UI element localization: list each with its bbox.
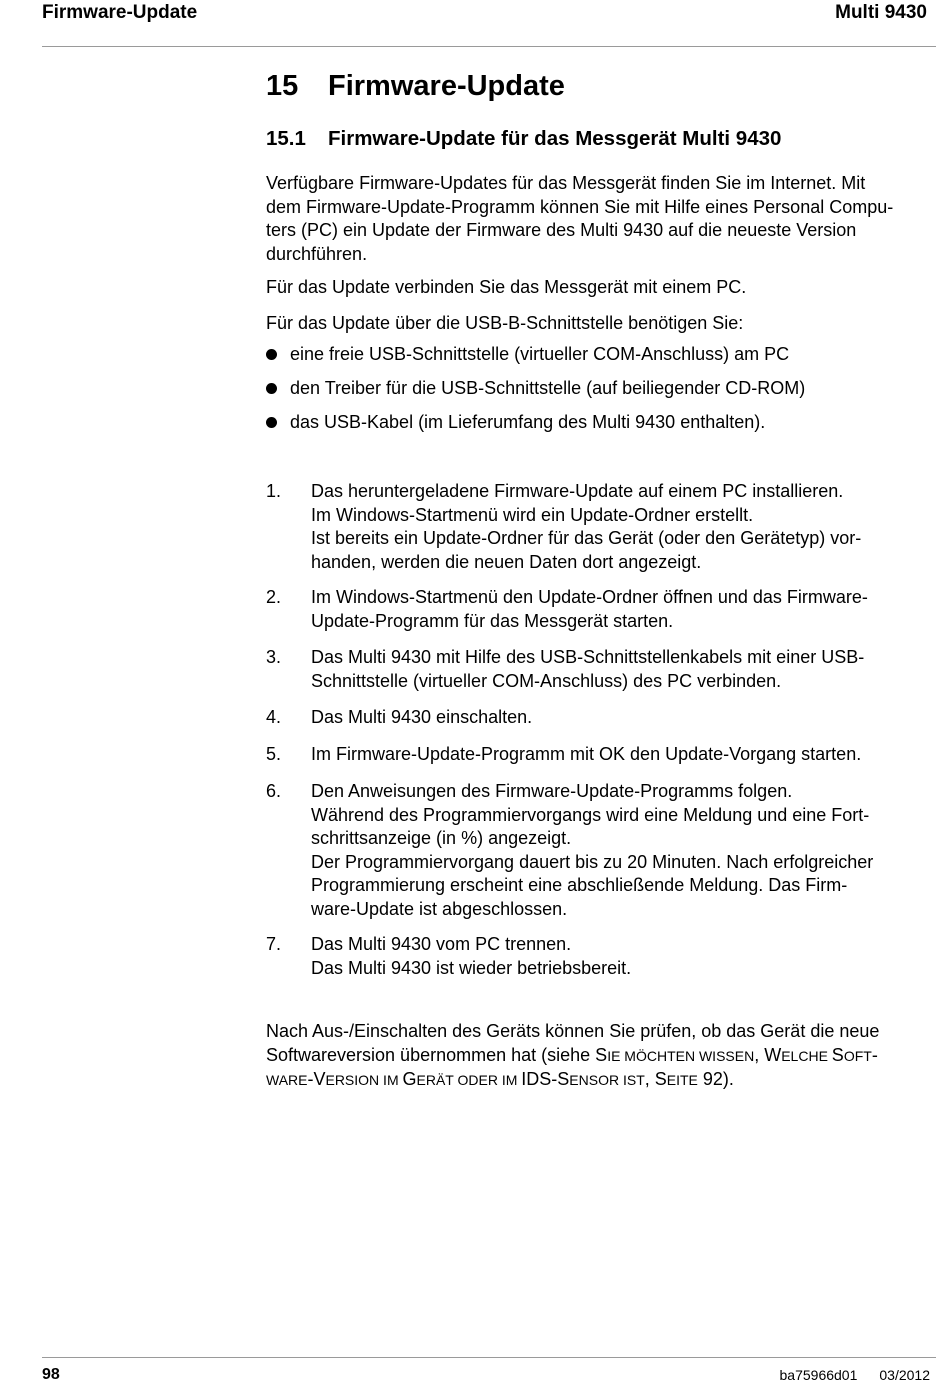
step-line: Den Anweisungen des Firmware-Update-Programms folgen. [311, 781, 793, 801]
intro-line: durchführen. [266, 243, 368, 264]
chapter-heading [266, 70, 565, 103]
xref-part: , [754, 1044, 765, 1065]
step-line: Im Windows-Startmenü wird ein Update-Ordner erstellt. [311, 504, 754, 525]
step-number: 7. [266, 934, 282, 954]
xref-part: ERÄT ODER IM [416, 1072, 522, 1088]
step-line: Schnittstelle (virtueller COM-Anschluss) des PC verbinden. [311, 670, 782, 691]
section-heading [266, 127, 781, 151]
step-number: 6. [266, 781, 282, 801]
cross-reference-link-cont[interactable] [266, 1069, 698, 1089]
xref-part: OFT [843, 1047, 872, 1064]
cross-reference-link[interactable] [595, 1045, 878, 1065]
requirements-paragraph: Für das Update über die USB-B-Schnittstelle benötigen Sie: [266, 313, 744, 333]
chapter-number: 15 [266, 70, 299, 102]
xref-part: -V [307, 1069, 326, 1089]
closing-line [266, 1044, 934, 1069]
step-number: 2. [266, 587, 282, 607]
step-text [311, 706, 532, 730]
step-text [311, 586, 868, 633]
section-number: 15.1 [266, 127, 306, 150]
intro-line: dem Firmware-Update-Programm können Sie mit Hilfe eines Personal Compu- [266, 196, 894, 217]
step-number: 4. [266, 707, 282, 727]
chapter-title: Firmware-Update [328, 70, 565, 102]
step-line: Das Multi 9430 mit Hilfe des USB-Schnittstellenkabels mit einer USB- [311, 647, 865, 667]
connect-paragraph: Für das Update verbinden Sie das Messgerät mit einem PC. [266, 277, 747, 297]
step-line: handen, werden die neuen Daten dort angezeigt. [311, 551, 702, 572]
step-line: Im Windows-Startmenü den Update-Ordner öffnen und das Firmware- [311, 587, 868, 607]
page-number: 98 [42, 1366, 60, 1383]
bullet-dot-icon [266, 417, 277, 428]
bullet-text: das USB-Kabel (im Lieferumfang des Multi 9430 enthalten). [290, 412, 766, 432]
step-line: Ist bereits ein Update-Ordner für das Gerät (oder den Gerätetyp) vor- [311, 528, 862, 548]
document-id: ba75966d01 [779, 1367, 858, 1383]
step-text [311, 780, 873, 921]
xref-part: , S [644, 1069, 667, 1089]
header-product-name: Multi 9430 [835, 2, 927, 23]
closing-line: Nach Aus-/Einschalten des Geräts können Sie prüfen, ob das Gerät die neue [266, 1021, 880, 1041]
xref-part: ENSOR IST [569, 1072, 645, 1088]
xref-part: WARE [266, 1072, 308, 1088]
step-number: 1. [266, 481, 282, 501]
xref-part: G [402, 1069, 417, 1089]
section-title: Firmware-Update für das Messgerät Multi 9430 [328, 127, 782, 150]
xref-page: 92). [697, 1069, 734, 1089]
xref-part: S [831, 1044, 844, 1065]
intro-paragraph [266, 172, 934, 266]
step-line: Während des Programmiervorgangs wird eine Meldung und eine Fort- [311, 804, 870, 825]
closing-text: Softwareversion übernommen hat (siehe [266, 1044, 596, 1065]
step-text [311, 933, 631, 980]
xref-part: IDS-S [521, 1069, 570, 1089]
bullet-text: eine freie USB-Schnittstelle (virtueller COM-Anschluss) am PC [290, 344, 790, 364]
header-chapter-title: Firmware-Update [42, 2, 198, 23]
step-line: Im Firmware-Update-Programm mit OK den Update-Vorgang starten. [311, 744, 862, 764]
xref-part: ELCHE [781, 1047, 832, 1064]
step-line: Das Multi 9430 einschalten. [311, 707, 533, 727]
intro-line: ters (PC) ein Update der Firmware des Multi 9430 auf die neueste Version [266, 220, 857, 240]
xref-part: ERSION IM [325, 1072, 403, 1088]
step-text [311, 743, 861, 767]
step-number: 5. [266, 744, 282, 764]
xref-part: EITE [666, 1072, 698, 1088]
bullet-dot-icon [266, 383, 277, 394]
closing-paragraph [266, 1020, 934, 1093]
header-divider [42, 46, 936, 47]
step-line: Das heruntergeladene Firmware-Update auf einem PC installieren. [311, 481, 844, 501]
step-line: schrittsanzeige (in %) angezeigt. [311, 828, 572, 848]
bullet-dot-icon [266, 349, 277, 360]
step-line: Das Multi 9430 ist wieder betriebsbereit. [311, 957, 632, 978]
step-line: ware-Update ist abgeschlossen. [311, 898, 568, 919]
xref-part: - [871, 1044, 878, 1065]
footer-doc-info [780, 1367, 930, 1383]
step-number: 3. [266, 647, 282, 667]
step-line: Der Programmiervorgang dauert bis zu 20 Minuten. Nach erfolgreicher [311, 851, 874, 872]
step-line: Programmierung erscheint eine abschließende Meldung. Das Firm- [311, 875, 848, 895]
intro-line: Verfügbare Firmware-Updates für das Messgerät finden Sie im Internet. Mit [266, 173, 866, 193]
xref-part: IE MÖCHTEN WISSEN [607, 1047, 755, 1064]
footer-divider [42, 1357, 936, 1358]
step-line: Update-Programm für das Messgerät starten. [311, 610, 674, 631]
xref-part: S [595, 1044, 608, 1065]
bullet-text: den Treiber für die USB-Schnittstelle (auf beiliegender CD-ROM) [290, 378, 806, 398]
closing-line [266, 1068, 934, 1093]
step-text [311, 646, 864, 693]
xref-part: W [764, 1044, 782, 1065]
step-text [311, 480, 861, 574]
document-date: 03/2012 [879, 1367, 930, 1383]
step-line: Das Multi 9430 vom PC trennen. [311, 934, 572, 954]
